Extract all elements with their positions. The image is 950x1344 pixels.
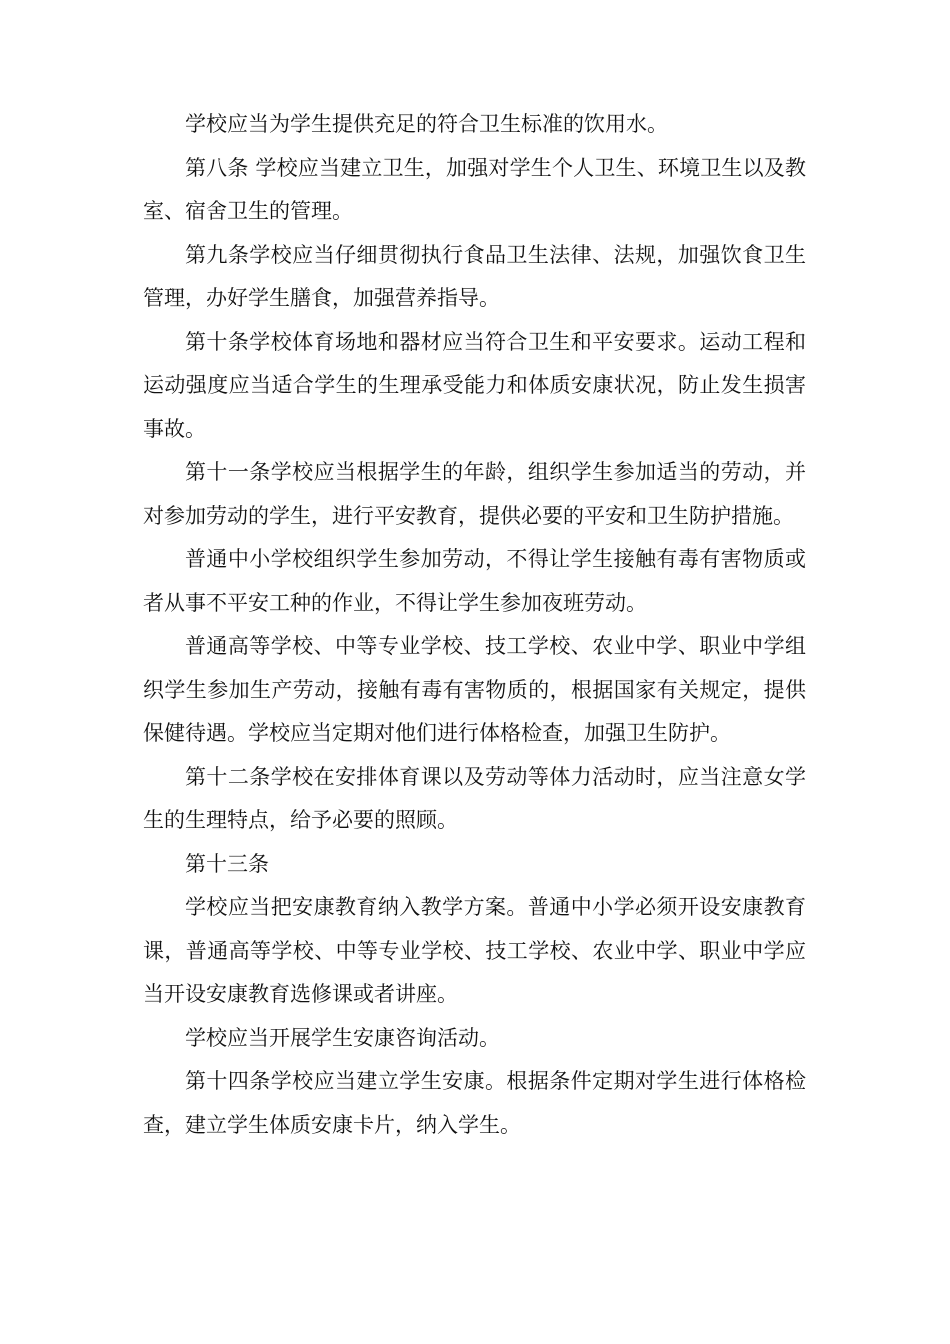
paragraph-health-education: 学校应当把安康教育纳入教学方案。普通中小学必须开设安康教育课，普通高等学校、中等专业学校、技工学校、农业中学、职业中学应当开设安康教育选修课或者讲座。: [143, 895, 806, 1006]
document-body: [143, 103, 806, 1147]
paragraph-article-9: 第九条学校应当仔细贯彻执行食品卫生法律、法规，加强饮食卫生管理，办好学生膳食，加强营养指导。: [143, 242, 806, 310]
paragraph-higher-school-labor: 普通高等学校、中等专业学校、技工学校、农业中学、职业中学组织学生参加生产劳动，接触有毒有害物质的，根据国家有关规定，提供保健待遇。学校应当定期对他们进行体格检查，加强卫生防护。: [143, 634, 806, 745]
paragraph-article-13-heading: 第十三条: [185, 851, 269, 876]
paragraph-article-10: 第十条学校体育场地和器材应当符合卫生和平安要求。运动工程和运动强度应当适合学生的生理承受能力和体质安康状况，防止发生损害事故。: [143, 329, 806, 441]
paragraph-article-14: 第十四条学校应当建立学生安康。根据条件定期对学生进行体格检查，建立学生体质安康卡片，纳入学生。: [143, 1069, 806, 1137]
paragraph-drinking-water: 学校应当为学生提供充足的符合卫生标准的饮用水。: [185, 112, 668, 136]
paragraph-article-8: 第八条 学校应当建立卫生，加强对学生个人卫生、环境卫生以及教室、宿舍卫生的管理。: [143, 155, 806, 223]
paragraph-article-12: 第十二条学校在安排体育课以及劳动等体力活动时，应当注意女学生的生理特点，给予必要的照顾。: [143, 764, 806, 832]
paragraph-health-consulting: 学校应当开展学生安康咨询活动。: [185, 1025, 500, 1050]
paragraph-article-11: 第十一条学校应当根据学生的年龄，组织学生参加适当的劳动，并对参加劳动的学生，进行平安教育，提供必要的平安和卫生防护措施。: [143, 460, 806, 528]
paragraph-primary-school-labor: 普通中小学校组织学生参加劳动，不得让学生接触有毒有害物质或者从事不平安工种的作业，不得让学生参加夜班劳动。: [143, 547, 806, 615]
